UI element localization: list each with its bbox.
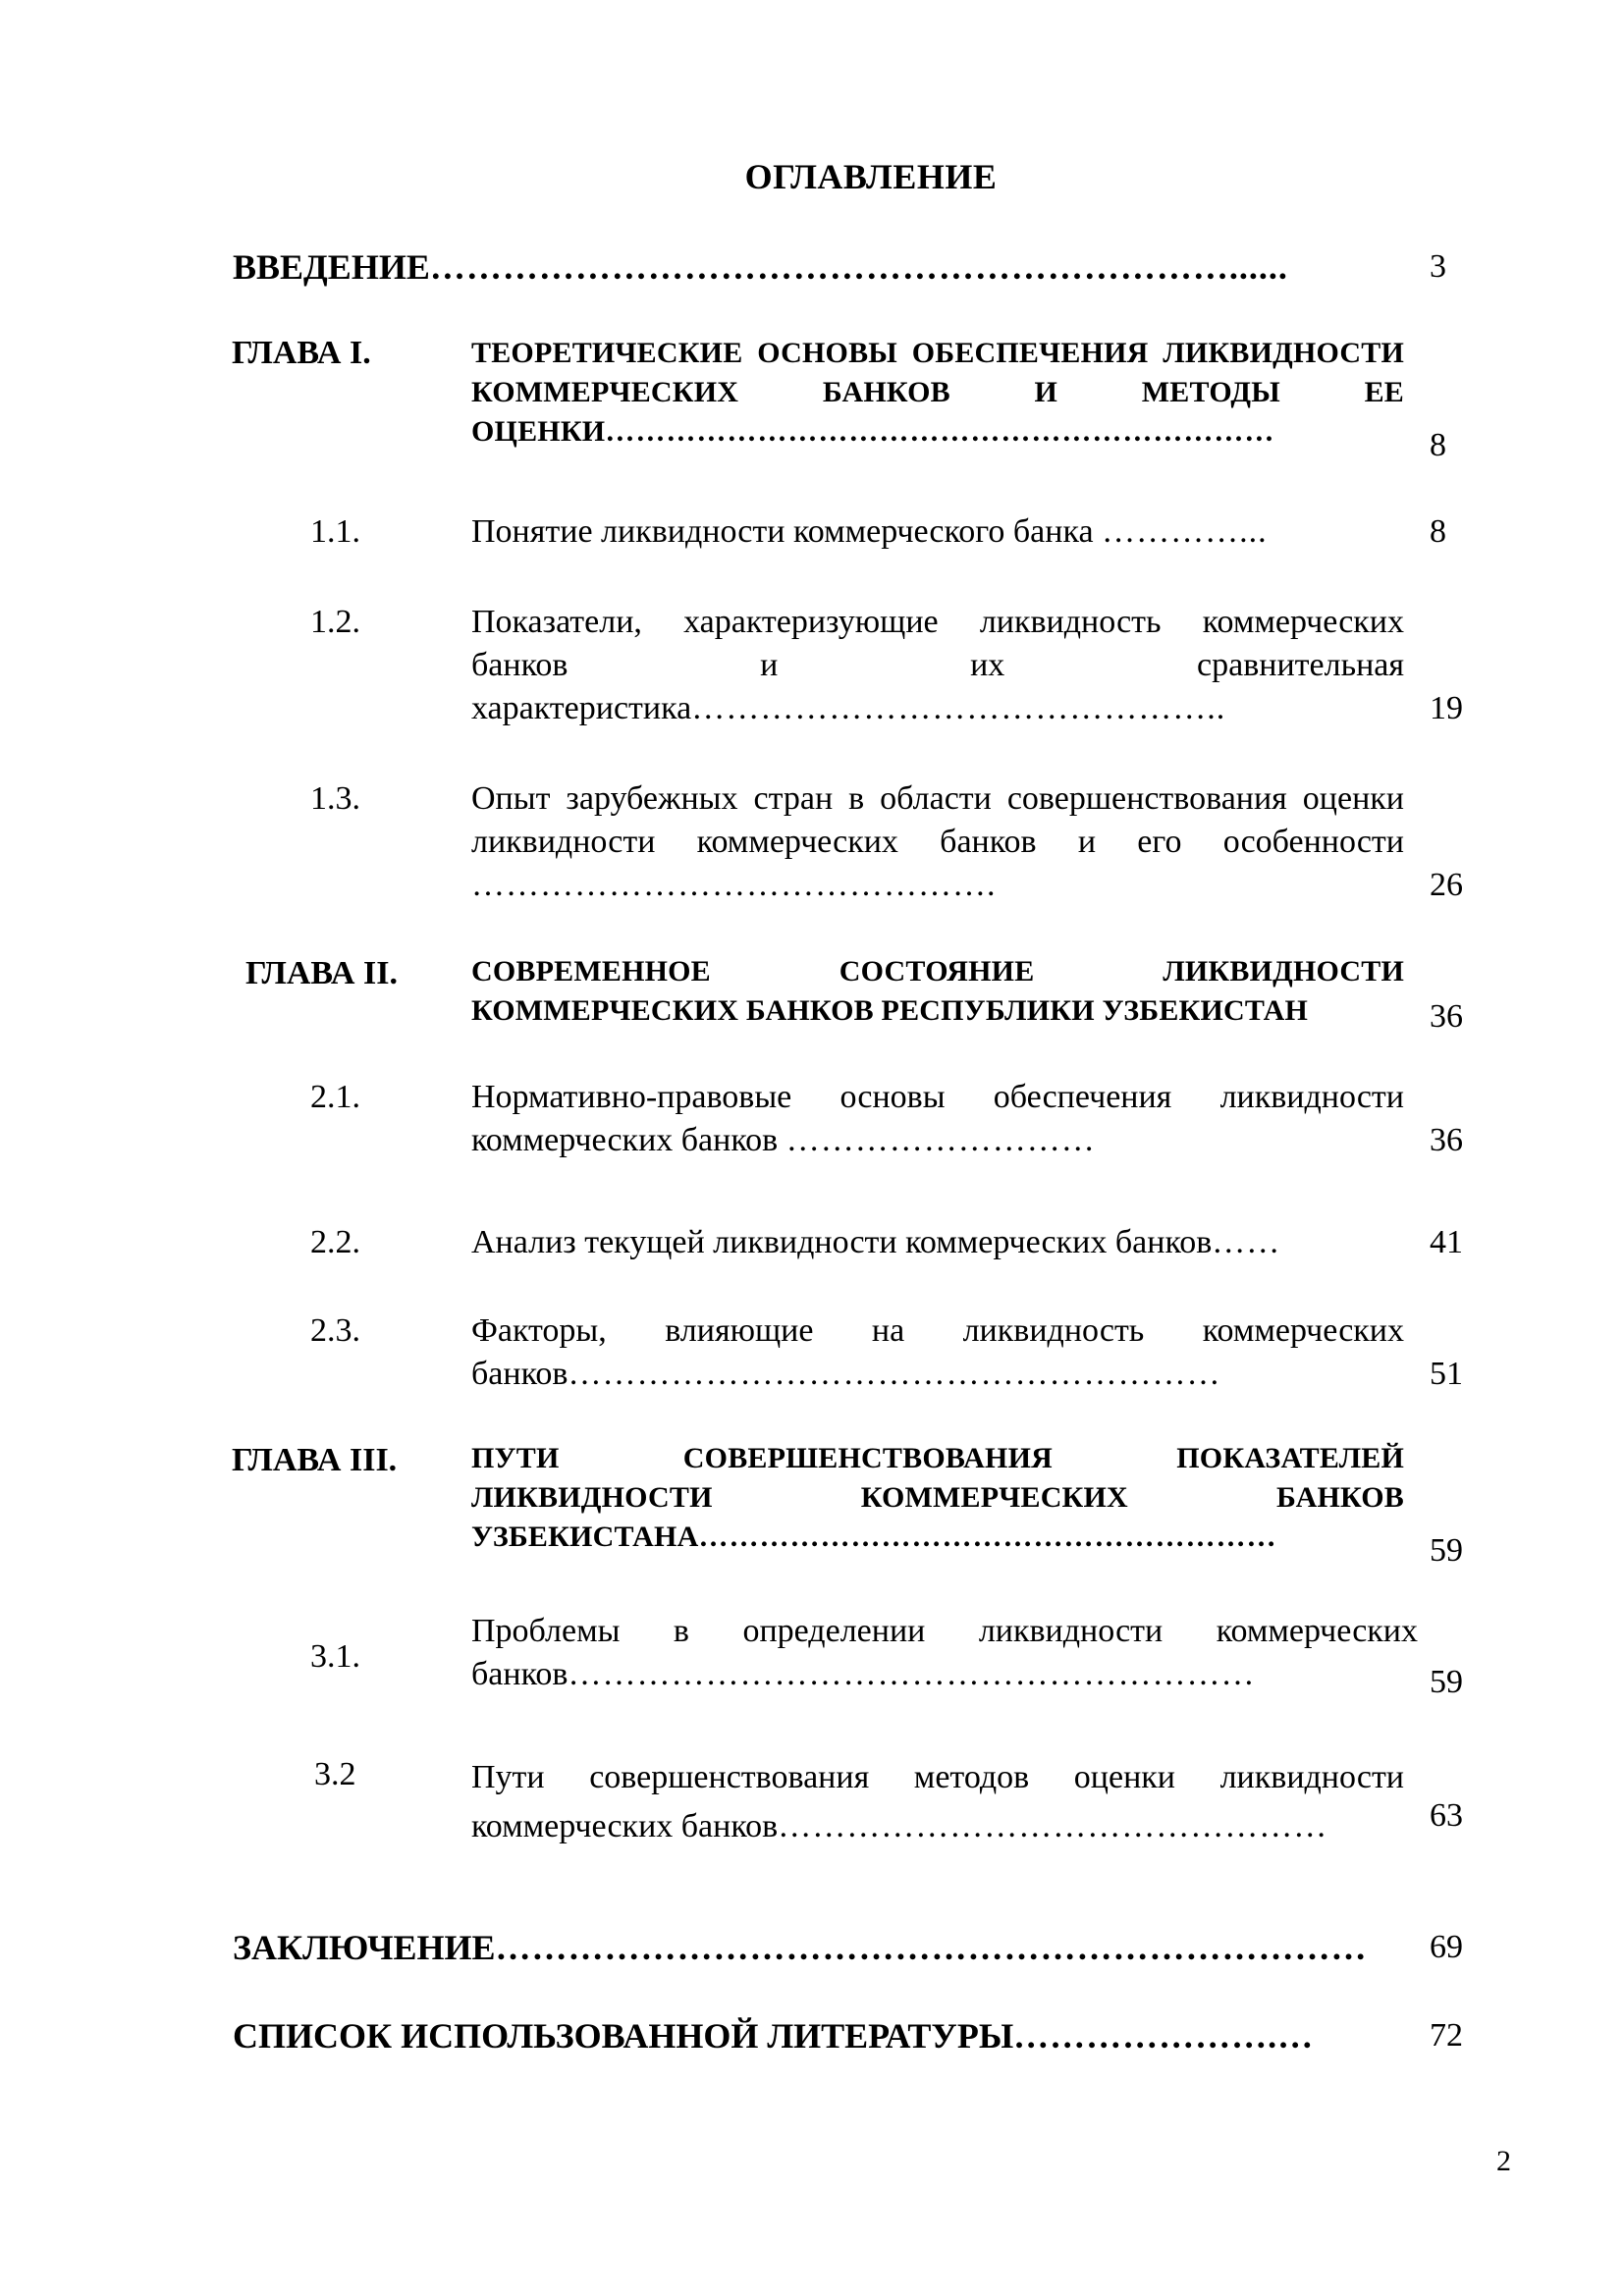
leader-dots: …… (1212, 1224, 1281, 1260)
toc-entry-text (471, 1439, 1404, 1557)
toc-entry-text (471, 952, 1404, 1031)
toc-page-number: 51 (1430, 1356, 1463, 1392)
leader-dots: ……………………………………………………………… (495, 1928, 1368, 1967)
toc-page-number: 19 (1430, 690, 1463, 726)
section-number: 1.3. (310, 780, 360, 817)
toc-page-number: 8 (1430, 427, 1446, 463)
toc-page-number: 26 (1430, 867, 1463, 903)
entry-title: ЗАКЛЮЧЕНИЕ (233, 1928, 496, 1967)
section-number: 2.1. (310, 1079, 360, 1115)
section-number: 1.2. (310, 604, 360, 640)
toc-page-number: 36 (1430, 1122, 1463, 1158)
toc-page-number: 41 (1430, 1224, 1463, 1260)
toc-page-number: 59 (1430, 1532, 1463, 1569)
toc-entry-text (233, 245, 1411, 289)
leader-dots: ………………………………………. (471, 867, 997, 903)
leader-dots: …………………………………………………………...... (429, 247, 1288, 287)
section-number: 1.1. (310, 513, 360, 550)
section-number: 2.2. (310, 1224, 360, 1260)
toc-page-number: 72 (1430, 2017, 1463, 2054)
chapter-label: ГЛАВА III. (232, 1442, 398, 1478)
leader-dots: ………………….… (1013, 2016, 1315, 2056)
leader-dots: ………………………………………………… (698, 1521, 1277, 1553)
toc-page-number: 63 (1430, 1797, 1463, 1834)
chapter-label: ГЛАВА I. (232, 335, 371, 371)
leader-dots: ……………………………………….. (691, 690, 1226, 726)
entry-title: Нормативно-правовые основы обеспечения ликвидности коммерческих банков (471, 1079, 1404, 1158)
toc-entry-text (471, 510, 1404, 554)
entry-title: Опыт зарубежных стран в области совершенствования оценки ликвидности коммерческих банков и его особенности (471, 780, 1404, 860)
toc-entry-text (471, 601, 1404, 730)
entry-title: ТЕОРЕТИЧЕСКИЕ ОСНОВЫ ОБЕСПЕЧЕНИЯ ЛИКВИДНОСТИ КОММЕРЧЕСКИХ БАНКОВ И МЕТОДЫ ЕЕ ОЦЕНКИ (471, 337, 1404, 448)
leader-dots: …………………………………………………… (568, 1656, 1256, 1692)
chapter-label: ГЛАВА II. (245, 955, 398, 991)
page-number: 2 (1496, 2145, 1511, 2177)
toc-entry-text (471, 1076, 1404, 1162)
entry-title: Факторы, влияющие на ликвидность коммерческих банков (471, 1312, 1404, 1392)
leader-dots: ………………………………………………………… (605, 415, 1275, 448)
toc-entry-text (233, 1926, 1411, 1969)
toc-entry-text (471, 1309, 1404, 1396)
toc-entry-text (233, 2014, 1411, 2057)
toc-entry-text (471, 777, 1404, 907)
section-number: 2.3. (310, 1312, 360, 1349)
entry-title: Проблемы в определении ликвидности коммерческих банков (471, 1613, 1418, 1692)
entry-title: Пути совершенствования методов оценки ликвидности коммерческих банков (471, 1759, 1404, 1844)
section-number: 3.2 (314, 1756, 356, 1792)
toc-entry-text (471, 334, 1404, 452)
leader-dots: ……………………… (785, 1122, 1096, 1158)
entry-title: Понятие ликвидности коммерческого банка (471, 513, 1103, 550)
toc-page-number: 3 (1430, 248, 1446, 285)
toc-entry-text (471, 1221, 1404, 1264)
toc-entry-text (471, 1753, 1404, 1851)
entry-title: ПУТИ СОВЕРШЕНСТВОВАНИЯ ПОКАЗАТЕЛЕЙ ЛИКВИДНОСТИ КОММЕРЧЕСКИХ БАНКОВ УЗБЕКИСТАНА (471, 1442, 1404, 1553)
leader-dots: …………... (1102, 513, 1268, 550)
entry-title: Анализ текущей ликвидности коммерческих банков (471, 1224, 1213, 1260)
toc-entry-text (471, 1610, 1418, 1696)
entry-title: СПИСОК ИСПОЛЬЗОВАННОЙ ЛИТЕРАТУРЫ (233, 2016, 1014, 2056)
entry-title: ВВЕДЕНИЕ (233, 247, 430, 287)
toc-page-number: 69 (1430, 1929, 1463, 1965)
section-number: 3.1. (310, 1638, 360, 1675)
entry-title: СОВРЕМЕННОЕ СОСТОЯНИЕ ЛИКВИДНОСТИ КОММЕРЧЕСКИХ БАНКОВ РЕСПУБЛИКИ УЗБЕКИСТАН (471, 955, 1404, 1027)
toc-page-number: 59 (1430, 1664, 1463, 1700)
leader-dots: ………………………………………………… (568, 1356, 1221, 1392)
leader-dots: ………………………………………… (778, 1808, 1328, 1844)
toc-page-number: 8 (1430, 513, 1446, 550)
toc-title: ОГЛАВЛЕНИЕ (744, 157, 998, 196)
entry-title: Показатели, характеризующие ликвидность коммерческих банков и их сравнительная характеристика (471, 604, 1404, 726)
toc-page-number: 36 (1430, 998, 1463, 1035)
